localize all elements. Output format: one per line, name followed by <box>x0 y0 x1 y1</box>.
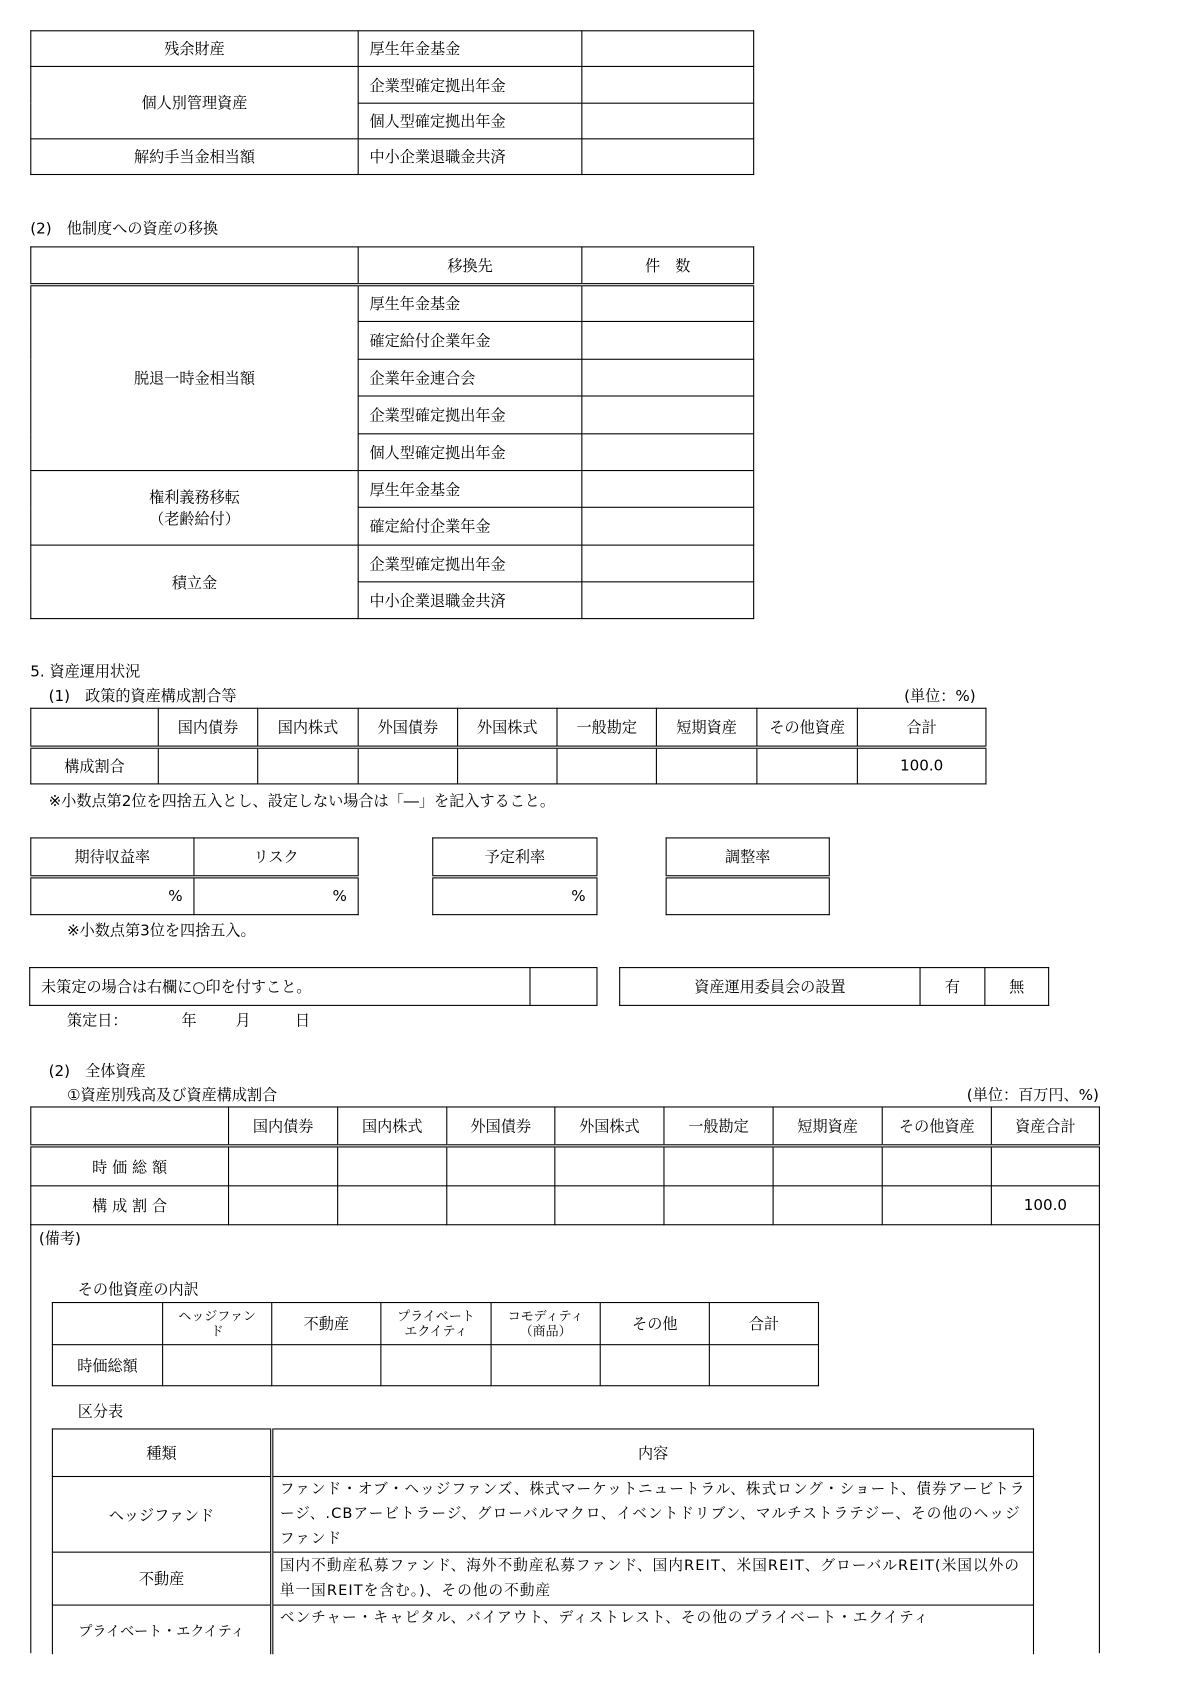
col-header: 国内債券 <box>158 708 257 747</box>
policy-title: (1) 政策的資産構成割合等 <box>48 688 237 706</box>
col-header: その他 <box>600 1303 709 1345</box>
count-cell[interactable] <box>582 471 754 508</box>
value-cell[interactable] <box>555 1146 664 1186</box>
dest-cell: 確定給付企業年金 <box>358 321 582 359</box>
col-header: 資産合計 <box>991 1107 1099 1146</box>
value-cell[interactable] <box>555 1186 664 1225</box>
decision-date-day: 日 <box>294 1012 311 1030</box>
dest-cell: 個人型確定拠出年金 <box>358 434 582 471</box>
decision-date-month: 月 <box>235 1012 251 1030</box>
col-header: 国内債券 <box>229 1107 338 1146</box>
group-label: 脱退一時金相当額 <box>31 285 358 471</box>
residual-assets-table <box>30 30 754 175</box>
col-header: 外国債券 <box>358 708 457 747</box>
count-cell[interactable] <box>582 359 754 396</box>
value-cell[interactable] <box>773 1146 882 1186</box>
col-header-line: プライベート <box>397 1308 475 1324</box>
section5-title: 5. 資産運用状況 <box>30 663 141 681</box>
return-risk-table <box>30 837 358 915</box>
dest-cell: 企業型確定拠出年金 <box>358 396 582 434</box>
count-cell[interactable] <box>582 434 754 471</box>
value-cell[interactable] <box>773 1186 882 1225</box>
col-header: 不動産 <box>272 1303 381 1345</box>
value-cell[interactable] <box>447 1186 555 1225</box>
adjust-rate-header: 調整率 <box>666 838 829 877</box>
value-cell[interactable] <box>664 1186 773 1225</box>
adjust-rate-value[interactable] <box>666 877 829 915</box>
col-header <box>491 1303 600 1345</box>
count-cell[interactable] <box>582 507 754 545</box>
value-cell[interactable] <box>557 747 656 784</box>
value-cell[interactable] <box>258 747 358 784</box>
type-cell: ヘッジファンド <box>52 1477 271 1553</box>
col-header-line: ヘッジファン <box>178 1308 256 1324</box>
dest-cell: 確定給付企業年金 <box>358 507 582 545</box>
col-header: 短期資産 <box>656 708 756 747</box>
value-cell[interactable] <box>358 747 457 784</box>
count-cell[interactable] <box>582 582 754 619</box>
col-header: 合計 <box>709 1303 818 1345</box>
value-cell[interactable] <box>272 1345 381 1386</box>
content-cell: ファンド・オブ・ヘッジファンズ、株式マーケットニュートラル、株式ロング・ショート、債券アービトラージ、.CBアービトラージ、グローバルマクロ、イベントドリブン、マルチストラテジー、その他のヘッジファンド <box>272 1477 1034 1553</box>
col-header-line: エクイティ <box>404 1323 468 1339</box>
count-cell[interactable] <box>582 321 754 359</box>
value-cell[interactable] <box>582 139 754 175</box>
content-cell: 国内不動産私募ファンド、海外不動産私募ファンド、国内REIT、米国REIT、グローバルREIT(米国以外の単一国REITを含む。)、その他の不動産 <box>272 1552 1034 1605</box>
dest-cell: 企業年金連合会 <box>358 359 582 396</box>
row-label: 解約手当金相当額 <box>31 139 358 175</box>
count-cell[interactable] <box>582 396 754 434</box>
content-cell: ベンチャー・キャピタル、バイアウト、ディストレスト、その他のプライベート・エクイティ <box>272 1605 1034 1654</box>
value-cell[interactable] <box>882 1146 991 1186</box>
value-cell[interactable] <box>882 1186 991 1225</box>
value-cell[interactable] <box>991 1146 1099 1186</box>
other-breakdown-title: その他資産の内訳 <box>77 1281 199 1299</box>
row-label: 時価総額 <box>52 1345 162 1386</box>
value-cell[interactable] <box>664 1146 773 1186</box>
col-header-line: コモディティ <box>507 1308 584 1324</box>
blank-header <box>31 1107 229 1146</box>
expected-return-header: 期待収益率 <box>31 838 194 877</box>
dest-cell: 個人型確定拠出年金 <box>358 103 582 139</box>
dest-cell: 厚生年金基金 <box>358 31 582 67</box>
row-label: 構成割合 <box>31 747 158 784</box>
assumed-rate-value[interactable]: % <box>433 877 597 915</box>
group-label <box>31 471 358 546</box>
value-cell[interactable] <box>229 1186 338 1225</box>
value-cell[interactable] <box>709 1345 818 1386</box>
col-header: 外国債券 <box>447 1107 555 1146</box>
risk-header: リスク <box>194 838 358 877</box>
risk-value[interactable]: % <box>194 877 358 915</box>
undecided-label: 未策定の場合は右欄に○印を付すこと。 <box>30 968 530 1006</box>
dest-cell: 企業型確定拠出年金 <box>358 545 582 582</box>
assumed-rate-header: 予定利率 <box>433 838 597 877</box>
decision-date-year: 年 <box>181 1012 197 1030</box>
count-cell[interactable] <box>582 285 754 322</box>
value-cell[interactable] <box>458 747 557 784</box>
col-header: その他資産 <box>882 1107 991 1146</box>
dest-cell: 企業型確定拠出年金 <box>358 66 582 103</box>
value-cell[interactable] <box>338 1186 447 1225</box>
overall-subtitle: ①資産別残高及び資産構成割合 <box>66 1086 278 1105</box>
total-cell: 100.0 <box>857 747 986 784</box>
classification-table <box>52 1428 1034 1653</box>
col-header: 国内株式 <box>338 1107 447 1146</box>
value-cell[interactable] <box>491 1345 600 1386</box>
col-header: 短期資産 <box>773 1107 882 1146</box>
col-header: 国内株式 <box>258 708 358 747</box>
col-header <box>381 1303 491 1345</box>
dest-cell: 厚生年金基金 <box>358 285 582 322</box>
blank-header <box>52 1303 162 1345</box>
value-cell[interactable] <box>381 1345 491 1386</box>
overall-title: (2) 全体資産 <box>48 1063 146 1081</box>
row-label: 構 成 割 合 <box>31 1186 229 1225</box>
transfer-table <box>30 246 754 619</box>
value-cell[interactable] <box>338 1146 447 1186</box>
value-cell[interactable] <box>656 747 756 784</box>
col-header: 外国株式 <box>555 1107 664 1146</box>
undecided-mark-cell[interactable] <box>530 968 597 1006</box>
dest-cell: 中小企業退職金共済 <box>358 139 582 175</box>
policy-allocation-table <box>30 708 986 785</box>
dest-header: 移換先 <box>358 247 582 285</box>
type-header: 種類 <box>52 1429 271 1477</box>
remarks-label: (備考) <box>38 1230 81 1248</box>
policy-note: ※小数点第2位を四捨五入とし、設定しない場合は「―」を記入すること。 <box>48 793 555 811</box>
remarks-border-right <box>1099 1224 1100 1653</box>
col-header-line: ド <box>210 1323 224 1339</box>
dest-cell: 厚生年金基金 <box>358 471 582 508</box>
row-label: 時 価 総 額 <box>31 1146 229 1186</box>
count-header: 件 数 <box>582 247 754 285</box>
value-cell[interactable] <box>600 1345 709 1386</box>
group-label-main: 権利義務移転 <box>149 489 240 507</box>
col-header: 外国株式 <box>458 708 557 747</box>
col-header <box>163 1303 272 1345</box>
group-label: 積立金 <box>31 545 358 618</box>
assumed-rate-table <box>432 837 597 915</box>
expected-return-value[interactable]: % <box>31 877 194 915</box>
committee-yes[interactable]: 有 <box>920 968 985 1006</box>
total-ratio-cell: 100.0 <box>991 1186 1099 1225</box>
value-cell[interactable] <box>582 66 754 103</box>
overall-assets-table <box>30 1106 1100 1225</box>
committee-no[interactable]: 無 <box>985 968 1049 1006</box>
other-breakdown-table <box>52 1302 819 1386</box>
group-label-sub: （老齢給付） <box>149 511 240 529</box>
remarks-border-left <box>30 1224 31 1653</box>
adjust-rate-table <box>666 837 830 915</box>
policy-unit: (単位：%) <box>904 688 976 706</box>
col-header: 合計 <box>857 708 986 747</box>
type-cell: プライベート・エクイティ <box>52 1605 271 1654</box>
undecided-box <box>29 967 597 1006</box>
value-cell[interactable] <box>447 1146 555 1186</box>
committee-label: 資産運用委員会の設置 <box>620 968 920 1006</box>
overall-unit: (単位：百万円、%) <box>966 1086 1099 1105</box>
blank-header <box>31 247 358 285</box>
type-cell: 不動産 <box>52 1552 271 1605</box>
value-cell[interactable] <box>582 103 754 139</box>
content-header: 内容 <box>272 1429 1034 1477</box>
count-cell[interactable] <box>582 545 754 582</box>
decision-date-label: 策定日： <box>66 1012 128 1030</box>
value-cell[interactable] <box>582 31 754 67</box>
blank-header <box>31 708 158 747</box>
dest-cell: 中小企業退職金共済 <box>358 582 582 619</box>
row-label: 残余財産 <box>31 31 358 67</box>
value-cell[interactable] <box>163 1345 272 1386</box>
committee-box <box>619 967 1049 1006</box>
col-header: 一般勘定 <box>664 1107 773 1146</box>
transfer-title: (2) 他制度への資産の移換 <box>30 220 219 238</box>
row-label: 個人別管理資産 <box>31 66 358 138</box>
value-cell[interactable] <box>229 1146 338 1186</box>
col-header: 一般勘定 <box>557 708 656 747</box>
col-header-line: （商品） <box>519 1323 572 1339</box>
value-cell[interactable] <box>158 747 257 784</box>
classification-title: 区分表 <box>77 1403 124 1421</box>
col-header: その他資産 <box>757 708 857 747</box>
rates-note: ※小数点第3位を四捨五入。 <box>66 922 256 941</box>
value-cell[interactable] <box>757 747 857 784</box>
